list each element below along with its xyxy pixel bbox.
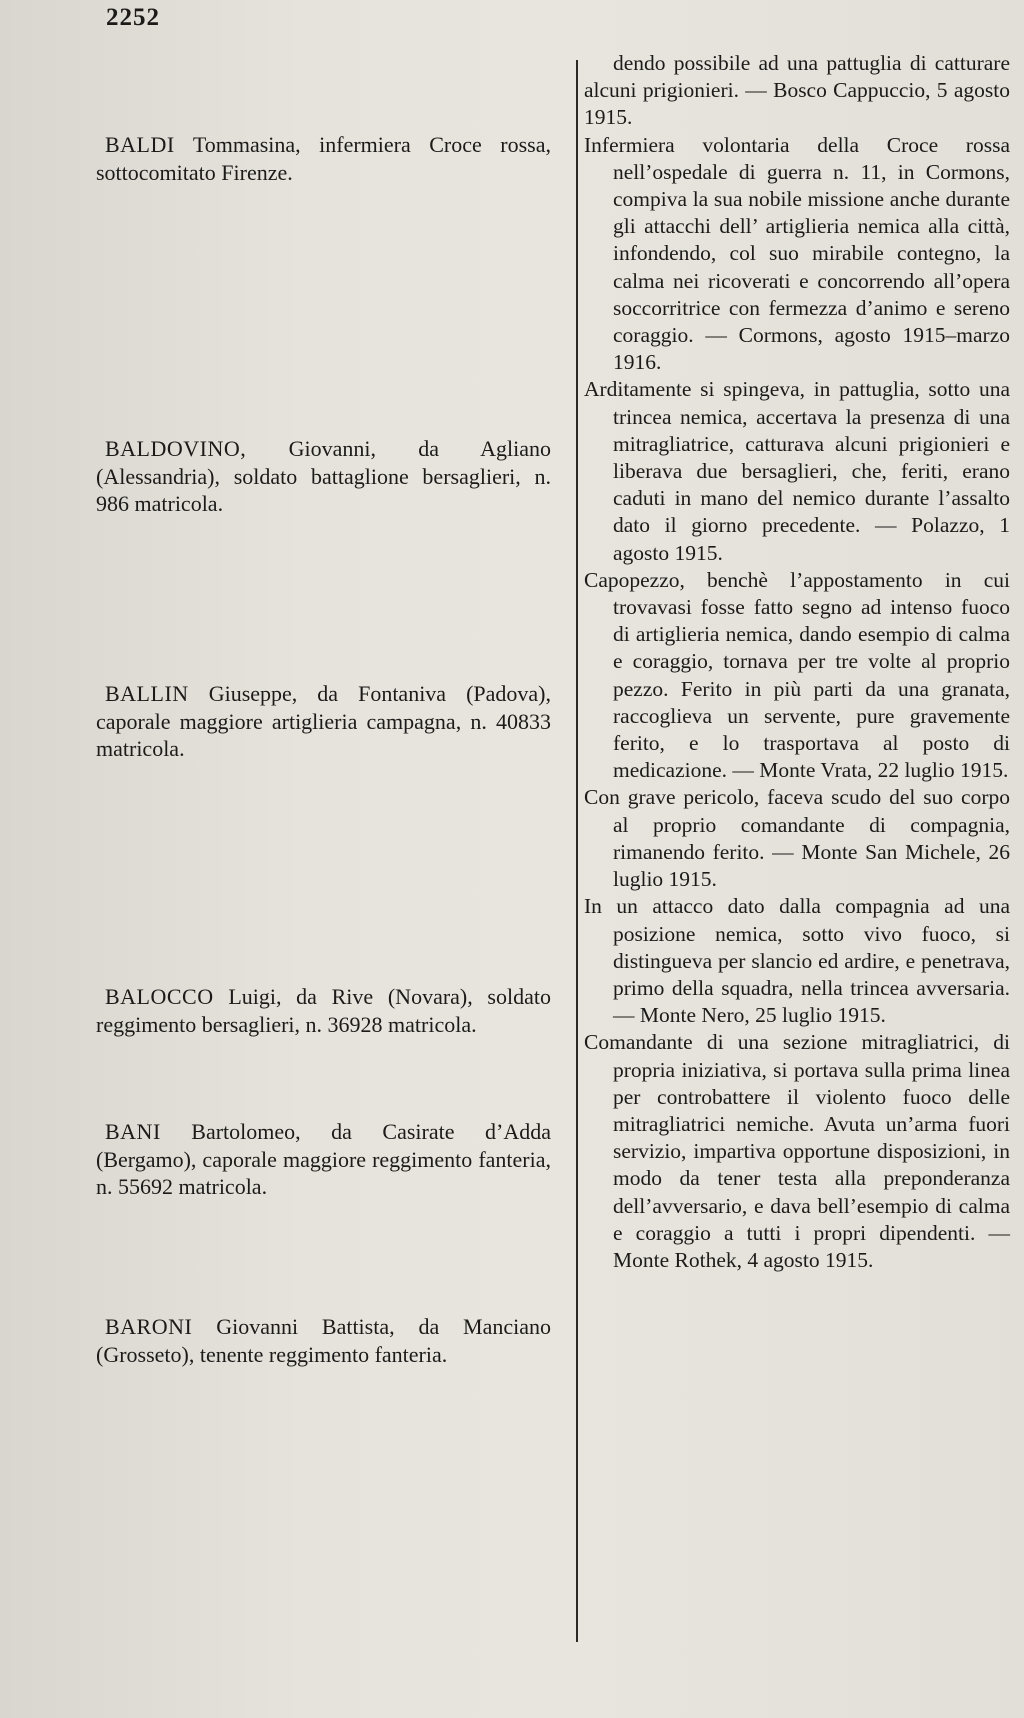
entry-details: Luigi, da Rive (Novara), soldato reggimento bersaglieri, n. 36928 matricola. — [96, 984, 551, 1037]
entry-name: BALOCCO — [105, 984, 214, 1009]
citation-ballin: Capopezzo, benchè l’appostamento in cui trovavasi fosse fatto segno ad intenso fuoco di artiglieria nemica, dando esempio di calma e coraggio, tornava per tre volte al proprio pezzo. Ferito in più parti da una granata, raccoglieva un servente, pure gravemente ferito, e lo trasportava al posto di medicazione. — Monte Vrata, 22 luglio 1915. — [584, 567, 1010, 783]
entry-details: Giovanni Battista, da Manciano (Grosseto), tenente reggimento fanteria. — [96, 1314, 552, 1367]
citation-baroni: Comandante di una sezione mitragliatrici, di propria iniziativa, si portava sulla prima linea per controbattere il violento fuoco delle mitragliatrici nemiche. Avuta un’arma fuori servizio, impartiva opportune disposizioni, in modo da tener testa alla preponderanza dell’avversario, e dava bell’esempio di calma e coraggio a tutti i propri dipendenti. — Monte Rothek, 4 agosto 1915. — [584, 1030, 1010, 1272]
citation-bani: In un attacco dato dalla compagnia ad una posizione nemica, sotto vivo fuoco, si distingueva per slancio ed ardire, e penetrava, primo della squadra, nella trincea avversaria. — Monte Nero, 25 luglio 1915. — [584, 894, 1010, 1028]
entry-balocco — [96, 983, 551, 1038]
entry-name: BALLIN — [105, 681, 189, 706]
citation-baldi: Infermiera volontaria della Croce rossa nell’ospedale di guerra n. 11, in Cormons, compiva la sua nobile missione anche durante gli attacchi dell’ artiglieria nemica alla città, infondendo, col suo mirabile contegno, la calma nei ricoverati e concorrendo all’opera soccorritrice con fermezza d’animo e sereno coraggio. — Cormons, agosto 1915–marzo 1916. — [584, 132, 1010, 375]
entry-name: BARONI — [105, 1314, 193, 1339]
entry-ballin — [96, 680, 551, 763]
entry-name: BALDI — [105, 132, 175, 157]
entry-details: Giuseppe, da Fontaniva (Padova), caporale maggiore artiglieria campagna, n. 40833 matricola. — [96, 681, 552, 761]
entry-details: Bartolomeo, da Casirate d’Adda (Bergamo), caporale maggiore reggimento fanteria, n. 55692 matricola. — [96, 1119, 551, 1199]
right-column — [584, 50, 1010, 1274]
citation-balocco: Con grave pericolo, faceva scudo del suo corpo al proprio comandante di compagnia, rimanendo ferito. — Monte San Michele, 26 luglio 1915. — [584, 785, 1010, 892]
citation-baldovino: Arditamente si spingeva, in pattuglia, sotto una trincea nemica, accertava la presenza di una mitragliatrice, catturava alcuni prigionieri e liberava due bersaglieri, che, feriti, erano caduti in mano del nemico durante l’assalto dato il giorno precedente. — Polazzo, 1 agosto 1915. — [584, 377, 1010, 565]
entry-baldi — [96, 131, 551, 186]
column-divider — [576, 60, 578, 1642]
entry-details: Tommasina, infermiera Croce rossa, sottocomitato Firenze. — [96, 132, 551, 185]
entry-details: Giovanni, da Agliano (Alessandria), soldato battaglione bersaglieri, n. 986 matricola. — [96, 436, 551, 516]
entry-name: BALDOVINO, — [105, 436, 247, 461]
entry-baldovino — [96, 435, 551, 518]
entry-baroni — [96, 1313, 551, 1368]
entry-bani — [96, 1118, 551, 1201]
page-number: 2252 — [106, 4, 160, 31]
citation-continued: dendo possibile ad una pattuglia di catturare alcuni prigionieri. — Bosco Cappuccio, 5 agosto 1915. — [584, 51, 1010, 130]
entry-name: BANI — [105, 1119, 161, 1144]
